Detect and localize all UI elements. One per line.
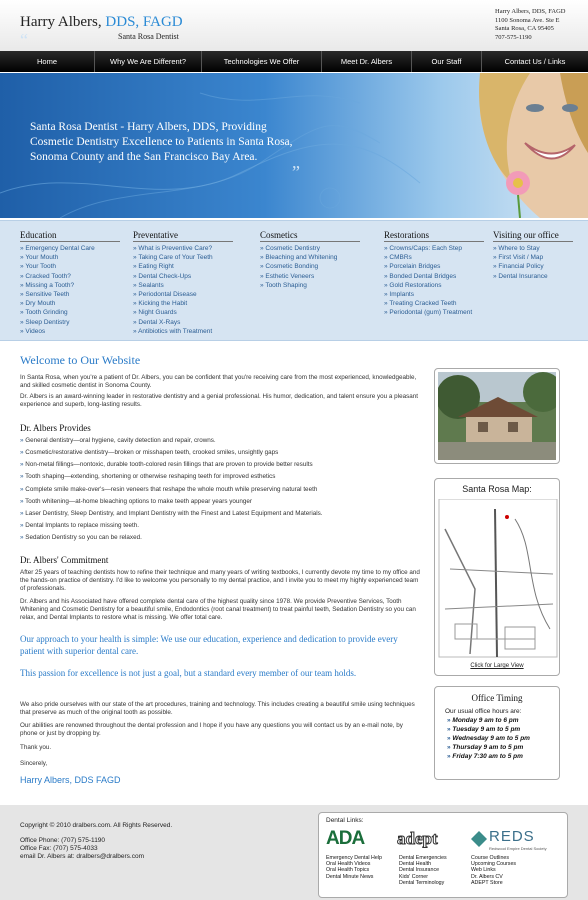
link-item[interactable]: » Your Mouth [20,253,120,262]
dental-link[interactable]: Dental Terminology [399,879,445,886]
thank-you-text: Thank you. [20,744,52,751]
link-item[interactable]: » Bleaching and Whitening [260,253,360,262]
service-item: » Tooth whitening—at-home bleaching options to make teeth appear years younger [20,498,252,505]
hero-headline: Santa Rosa Dentist - Harry Albers, DDS, Providing Cosmetic Dentistry Excellence to Patients in Santa Rosa, Sonoma County and the San Francisco Bay Area. [30,121,293,163]
map-title: Santa Rosa Map: [462,484,532,494]
commitment-paragraph: After 25 years of teaching dentists how to refine their technique and many years of writing textbooks, I currently devote my time to my office and the hands-on practice of dentistry. I'd like to welcome you personally to my dental practice, and I invite you to meet my highly experienced team of professionals. [20,569,420,592]
reds-links [471,855,516,886]
reds-emblem-icon [471,831,487,847]
link-item[interactable]: » Tooth Grinding [20,308,120,317]
service-item: » Sedation Dentistry so you can be relaxed. [20,534,142,541]
provides-heading: Dr. Albers Provides [20,423,91,433]
link-item[interactable]: » Missing a Tooth? [20,281,120,290]
dental-link[interactable]: Dental Health [399,861,432,868]
hours-subtitle: Our usual office hours are: [445,708,522,715]
link-item[interactable]: » Where to Stay [493,244,573,253]
visiting-column [493,230,573,281]
restorations-title: Restorations [384,230,484,242]
dental-links-title: Dental Links: [326,817,364,824]
link-item[interactable]: » Crowns/Caps: Each Step [384,244,484,253]
link-item[interactable]: » Treating Cracked Teeth [384,299,484,308]
dental-link[interactable]: Web Links [471,867,496,874]
office-photo-frame [434,368,560,464]
address-phone: 707-575-1190 [495,33,532,41]
restorations-column [384,230,484,318]
service-item: » General dentistry—oral hygiene, cavity detection and repair, crowns. [20,437,216,444]
nav-meet-dr-albers[interactable]: Meet Dr. Albers [322,51,412,72]
link-item[interactable]: » Esthetic Veneers [260,272,360,281]
footer-email[interactable]: email Dr. Albers at: dralbers@dralbers.com [20,853,145,860]
link-item[interactable]: » Videos [20,327,120,336]
technology-paragraph: We also pride ourselves with our state of the art procedures, training and technology. This includes creating a beautiful smile using techniques that preserve as much of the original tooth as possible. [20,701,415,716]
logo-name: Harry Albers, [20,14,102,30]
signature: Harry Albers, DDS FAGD [20,775,121,785]
preventative-title: Preventative [133,230,233,242]
link-item[interactable]: » Cosmetic Dentistry [260,244,360,253]
logo-credentials: DDS, FAGD [105,14,183,30]
dental-link[interactable]: Upcoming Courses [471,861,517,868]
map-panel [434,478,560,676]
dental-link[interactable]: ADEPT Store [471,879,503,886]
sincerely-text: Sincerely, [20,760,48,767]
service-item: » Cosmetic/restorative dentistry—broken or misshapen teeth, crooked smiles, unsightly gaps [20,449,278,456]
commitment-paragraph-2: Dr. Albers and his Associated have offered complete dental care of the highest quality since 1978. We provide Preventive Services, Tooth Whitening and Cosmetic Dentistry for a beautiful smile, Endodontics (root canal treatment) to treat painful teeth, Sedation Dentistry so you can relax, and Dental Implants to restore what is missing. We offer total care. [20,598,416,621]
footer-fax: Office Fax: (707) 575-4033 [20,845,98,852]
header-address [495,8,565,42]
site-logo[interactable] [20,14,183,31]
contact-paragraph: Our abilities are renowned throughout the dental profession and I hope if you have any questions you will contact us by an e-mail note, by phone or just by dropping by. [20,722,403,737]
dental-link[interactable]: Emergency Dental Help [326,855,382,861]
header [0,0,588,51]
copyright-text: Copyright © 2010 dralbers.com. All Rights Reserved. [20,822,173,829]
link-item[interactable]: » Cosmetic Bonding [260,262,360,271]
preventative-column [133,230,233,336]
office-hours-panel [434,686,560,780]
close-quote-icon: ” [292,162,300,182]
passion-statement: This passion for excellence is not just a goal, but a standard every member of our team holds. [20,668,357,678]
link-item[interactable]: » Eating Right [133,262,233,271]
dental-link[interactable]: Kids' Corner [399,873,428,880]
intro-paragraph: In Santa Rosa, when you're a patient of Dr. Albers, you can be confident that you're receiving care from the most experienced, knowledgeable, and skilled cosmetic dentist in Sonoma County. [20,374,417,389]
link-item[interactable]: » Dental Insurance [493,272,573,281]
hours-item: » Thursday 9 am to 5 pm [447,743,559,752]
adept-links [399,855,447,886]
link-item[interactable]: » Sealants [133,281,233,290]
hours-item: » Monday 9 am to 6 pm [447,716,559,725]
main-nav [0,51,588,72]
nav-technologies[interactable]: Technologies We Offer [202,51,322,72]
link-item[interactable]: » Periodontal Disease [133,290,233,299]
location-map[interactable] [435,499,561,659]
smiling-woman-image [440,73,588,218]
ada-logo[interactable]: ADA [326,828,365,849]
dental-link[interactable]: Dental Insurance [399,867,440,874]
intro-paragraph-2: Dr. Albers is an award-winning leader in restorative dentistry and a genial professional. His humor, dedication, and talent ensure you a pleasant experience and superb, long-lasting results. [20,393,418,408]
link-item[interactable]: » Sensitive Teeth [20,290,120,299]
adept-logo[interactable]: adept [397,829,438,848]
footer-contact [20,837,144,861]
dental-link[interactable]: Oral Health Topics [326,867,370,874]
reds-logo-text: REDS [489,828,535,845]
link-item[interactable]: » Financial Policy [493,262,573,271]
link-item[interactable]: » Kicking the Habit [133,299,233,308]
education-column [20,230,120,336]
service-item: » Tooth shaping—extending, shortening or otherwise reshaping teeth for improved esthetics [20,473,275,480]
cosmetics-title: Cosmetics [260,230,360,242]
dental-link[interactable]: Dental Emergencies [399,855,447,861]
nav-home[interactable]: Home [0,51,95,72]
map-large-view-link[interactable]: Click for Large View [470,663,524,669]
link-item[interactable]: » What is Preventive Care? [133,244,233,253]
address-line: 1100 Sonoma Ave. Ste E [495,16,560,24]
address-line: Harry Albers, DDS, FAGD [495,8,566,15]
dental-link[interactable]: Dr. Albers CV [471,873,503,880]
address-line: Santa Rosa, CA 95405 [495,25,554,32]
nav-our-staff[interactable]: Our Staff [412,51,482,72]
welcome-heading: Welcome to Our Website [20,353,141,367]
link-item[interactable]: » Gold Restorations [384,281,484,290]
link-item[interactable]: » Periodontal (gum) Treatment [384,308,484,317]
footer-phone: Office Phone: (707) 575-1190 [20,837,106,844]
link-item[interactable]: » Dental X-Rays [133,318,233,327]
link-item[interactable]: » Tooth Shaping [260,281,360,290]
hours-title: Office Timing [471,693,523,703]
cosmetics-column [260,230,360,290]
nav-contact-links[interactable]: Contact Us / Links [504,57,566,66]
topic-links-section [0,220,588,341]
link-item[interactable]: » Dry Mouth [20,299,120,308]
link-item[interactable]: » Bonded Dental Bridges [384,272,484,281]
service-item: » Complete smile make-over's—resin veneers that reshape the whole mouth while preserving natural teeth [20,486,317,493]
dental-link[interactable]: Course Outlines [471,855,509,861]
hours-item: » Friday 7:30 am to 5 pm [447,752,559,761]
hours-item: » Wednesday 9 am to 5 pm [447,734,559,743]
link-item[interactable]: » First Visit / Map [493,253,573,262]
reds-logo-subtitle: Redwood Empire Dental Society [489,846,547,851]
visiting-title: Visiting our office [493,230,573,242]
link-item[interactable]: » Antibiotics with Treatment [133,327,233,336]
approach-statement: Our approach to your health is simple: We use our education, experience and dedication to provide every patient with superior dental care. [20,634,398,656]
link-item[interactable]: » CMBRs [384,253,484,262]
link-item[interactable]: » Night Guards [133,308,233,317]
logo-subtitle: Santa Rosa Dentist [118,32,179,41]
office-building-photo [438,372,556,460]
link-item[interactable]: » Your Tooth [20,262,120,271]
dental-link[interactable]: Dental Minute News [326,873,374,880]
dental-links-panel [318,812,568,898]
ada-links [326,855,382,880]
service-item: » Non-metal fillings—nontoxic, durable tooth-colored resin fillings that are proven to provide better results [20,461,313,468]
service-item: » Dental Implants to replace missing teeth. [20,522,139,529]
link-item[interactable]: » Porcelain Bridges [384,262,484,271]
nav-why-different[interactable]: Why We Are Different? [95,51,202,72]
open-quote-icon: “ [20,30,28,50]
link-item[interactable]: » Taking Care of Your Teeth [133,253,233,262]
link-item[interactable]: » Dental Check-Ups [133,272,233,281]
link-item[interactable]: » Implants [384,290,484,299]
link-item[interactable]: » Sleep Dentistry [20,318,120,327]
education-title: Education [20,230,120,242]
link-item[interactable]: » Cracked Tooth? [20,272,120,281]
hours-item: » Tuesday 9 am to 5 pm [447,725,559,734]
service-item: » Laser Dentistry, Sleep Dentistry, and Implant Dentistry with the Finest and Latest Equipment and Materials. [20,510,323,517]
link-item[interactable]: » Emergency Dental Care [20,244,120,253]
commitment-heading: Dr. Albers' Commitment [20,555,109,565]
dental-link[interactable]: Oral Health Videos [326,861,371,868]
